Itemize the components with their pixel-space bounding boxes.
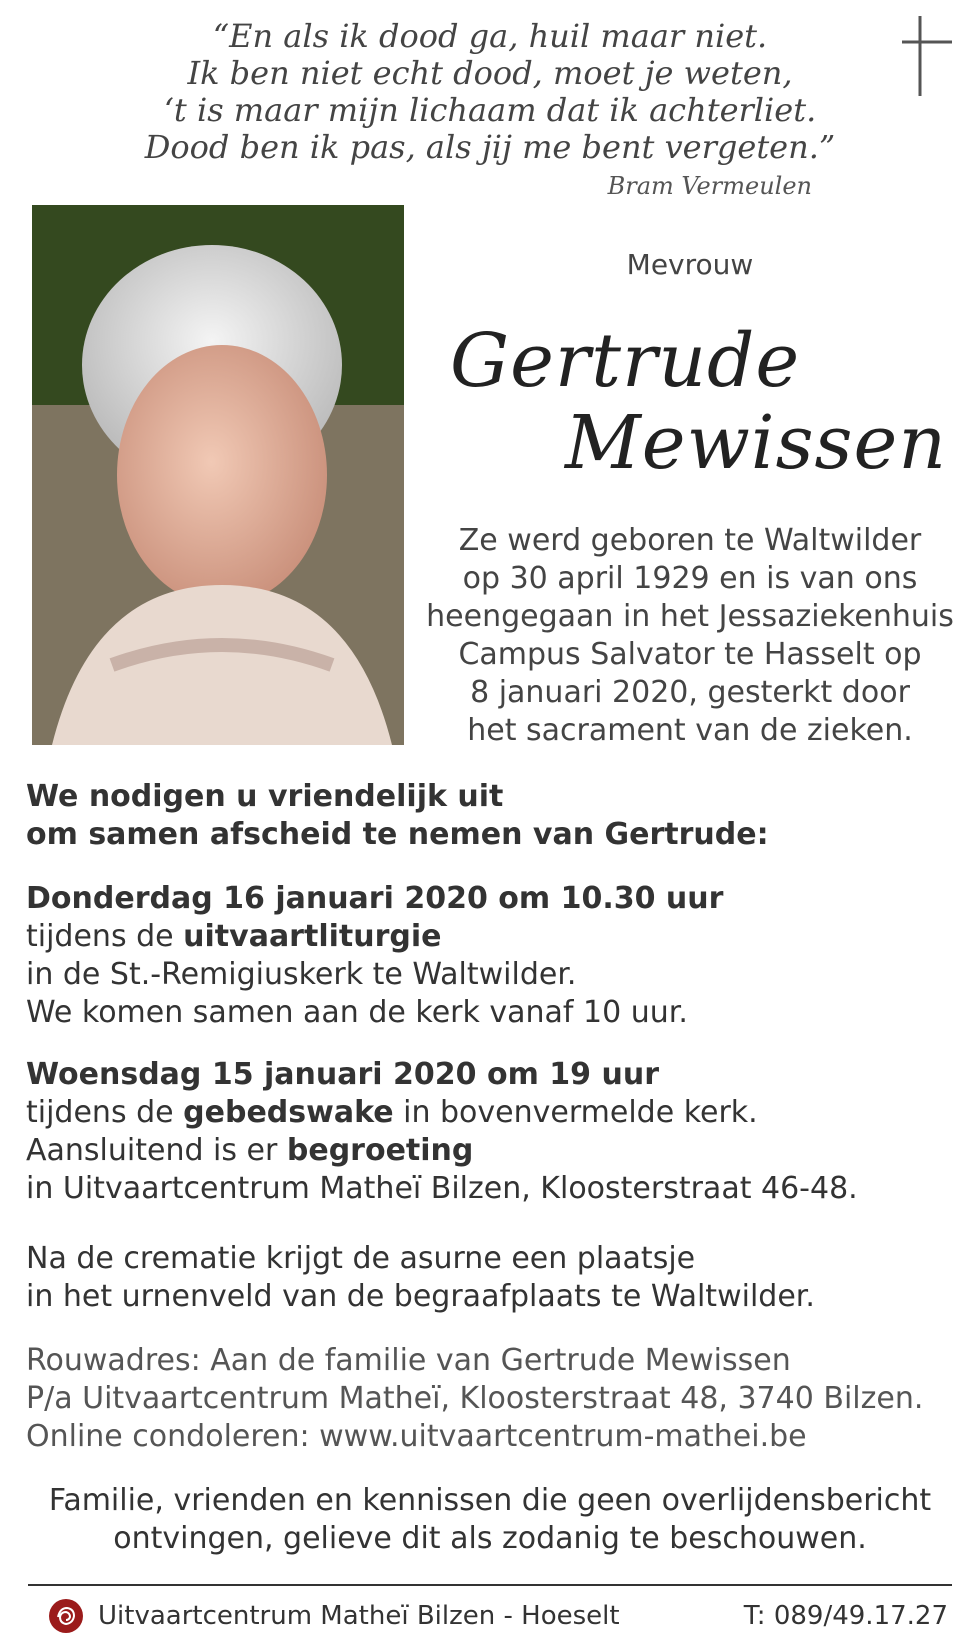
wake-service xyxy=(26,1056,946,1208)
notice-line: ontvingen, gelieve dit als zodanig te beschouwen. xyxy=(113,1521,867,1556)
honorific: Mevrouw xyxy=(626,248,754,281)
wake-event: gebedswake xyxy=(183,1095,394,1130)
wake-after-prefix: Aansluitend is er xyxy=(26,1133,287,1168)
phone-number[interactable]: T: 089/49.17.27 xyxy=(743,1601,948,1631)
wake-place: in Uitvaartcentrum Matheï Bilzen, Kloosterstraat 46-48. xyxy=(26,1171,858,1206)
invitation-line: We nodigen u vriendelijk uit xyxy=(26,779,504,814)
portrait-photo xyxy=(32,205,404,745)
cremation-line: in het urnenveld van de begraafplaats te Waltwilder. xyxy=(26,1279,815,1314)
funeral-gather: We komen samen aan de kerk vanaf 10 uur. xyxy=(26,995,688,1030)
postal-address: P/a Uitvaartcentrum Matheï, Kloosterstraat 48, 3740 Bilzen. xyxy=(26,1381,924,1416)
last-name: Mewissen xyxy=(565,400,947,486)
wake-prefix: tijdens de xyxy=(26,1095,184,1130)
bio-line: 8 januari 2020, gesterkt door xyxy=(470,675,910,710)
quote-line: “En als ik dood ga, huil maar niet. xyxy=(212,17,768,55)
rose-logo-icon xyxy=(48,1598,84,1634)
bio-line: op 30 april 1929 en is van ons xyxy=(462,561,918,596)
funeral-service xyxy=(26,880,946,1032)
quote-line: ‘t is maar mijn lichaam dat ik achterliet. xyxy=(163,91,817,129)
funeral-prefix: tijdens de xyxy=(26,919,184,954)
funeral-place: in de St.-Remigiuskerk te Waltwilder. xyxy=(26,957,577,992)
invitation-line: om samen afscheid te nemen van Gertrude: xyxy=(26,817,769,852)
footer xyxy=(48,1596,948,1636)
biography xyxy=(425,522,955,750)
bio-line: Campus Salvator te Hasselt op xyxy=(458,637,922,672)
quote-line: Dood ben ik pas, als jij me bent vergeten.” xyxy=(144,128,836,166)
funeral-date: Donderdag 16 januari 2020 om 10.30 uur xyxy=(26,881,724,916)
footer-divider xyxy=(28,1584,952,1586)
wake-date: Woensdag 15 januari 2020 om 19 uur xyxy=(26,1057,659,1092)
quote-line: Ik ben niet echt dood, moet je weten, xyxy=(187,54,793,92)
funeral-home-name: Uitvaartcentrum Matheï Bilzen - Hoeselt xyxy=(98,1601,620,1631)
funeral-event: uitvaartliturgie xyxy=(183,919,442,954)
cremation-line: Na de crematie krijgt de asurne een plaatsje xyxy=(26,1241,696,1276)
contact-info xyxy=(26,1342,946,1456)
poem-quote xyxy=(140,18,840,166)
notice-text xyxy=(20,1482,960,1558)
bio-line: heengegaan in het Jessaziekenhuis xyxy=(426,599,954,634)
invitation xyxy=(26,778,926,854)
cremation-info xyxy=(26,1240,946,1316)
first-name: Gertrude xyxy=(450,318,801,404)
wake-suffix: in bovenvermelde kerk. xyxy=(393,1095,758,1130)
condolence-link[interactable]: Online condoleren: www.uitvaartcentrum-mathei.be xyxy=(26,1419,807,1454)
cross-icon xyxy=(900,14,974,98)
mourning-address: Rouwadres: Aan de familie van Gertrude Mewissen xyxy=(26,1343,791,1378)
bio-line: het sacrament van de zieken. xyxy=(467,713,913,748)
wake-after-event: begroeting xyxy=(286,1133,474,1168)
quote-author: Bram Vermeulen xyxy=(607,172,812,200)
bio-line: Ze werd geboren te Waltwilder xyxy=(458,523,922,558)
notice-line: Familie, vrienden en kennissen die geen overlijdensbericht xyxy=(48,1483,932,1518)
